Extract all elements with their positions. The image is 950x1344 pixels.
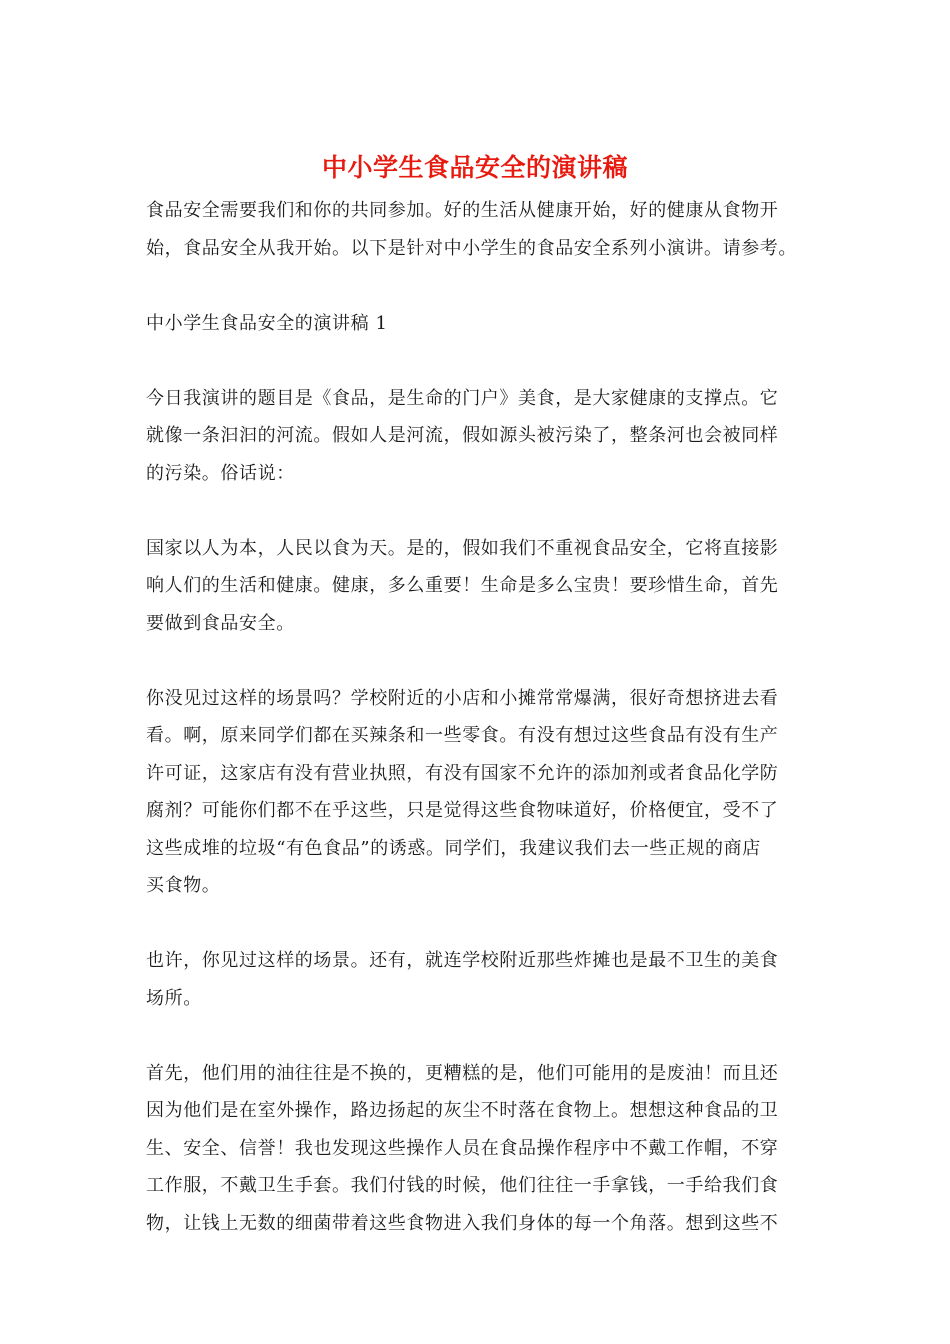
paragraph-gap bbox=[146, 342, 808, 380]
body-paragraph: 你没见过这样的场景吗？学校附近的小店和小摊常常爆满，很好奇想挤进去看 看。啊，原来同学们都在买辣条和一些零食。有没有想过这些食品有没有生产 许可证，这家店有没有营业执照，有没有国家不允许的添加剂或者食品化学防 腐剂？可能你们都不在乎这些，只是觉得这些食物味道好，价格便宜，受不了 这些成堆的垃圾“有色食品”的诱惑。同学们，我建议我们去一些正规的商店 买食物。 bbox=[146, 687, 779, 896]
body-paragraph: 也许，你见过这样的场景。还有，就连学校附近那些炸摊也是最不卫生的美食 场所。 bbox=[146, 950, 779, 1009]
document-title: 中小学生食品安全的演讲稿 bbox=[321, 153, 628, 182]
paragraph-gap bbox=[146, 905, 808, 943]
section-heading: 中小学生食品安全的演讲稿 1 bbox=[146, 312, 388, 334]
document-body bbox=[146, 192, 808, 1242]
body-paragraph: 首先，他们用的油往往是不换的，更糟糕的是，他们可能用的是废油！而且还 因为他们是在室外操作，路边扬起的灰尘不时落在食物上。想想这种食品的卫 生、安全、信誉！我也发现这些操作人员在食品操作程序中不戴工作帽，不穿 工作服，不戴卫生手套。我们付钱的时候，他们往往一手拿钱，一手给我们食 物，让钱上无数的细菌带着这些食物进入我们身体的每一个角落。想到这些不 bbox=[146, 1062, 779, 1234]
intro-paragraph: 食品安全需要我们和你的共同参加。好的生活从健康开始，好的健康从食物开 始，食品安全从我开始。以下是针对中小学生的食品安全系列小演讲。请参考。 bbox=[146, 200, 797, 259]
body-paragraph: 今日我演讲的题目是《食品，是生命的门户》美食，是大家健康的支撑点。它 就像一条汩汩的河流。假如人是河流，假如源头被污染了，整条河也会被同样 的污染。俗话说： bbox=[146, 387, 779, 484]
body-paragraph: 国家以人为本，人民以食为天。是的，假如我们不重视食品安全，它将直接影 响人们的生活和健康。健康，多么重要！生命是多么宝贵！要珍惜生命，首先 要做到食品安全。 bbox=[146, 537, 779, 634]
paragraph-gap bbox=[146, 642, 808, 680]
paragraph-gap bbox=[146, 267, 808, 305]
paragraph-gap bbox=[146, 492, 808, 530]
paragraph-gap bbox=[146, 1017, 808, 1055]
